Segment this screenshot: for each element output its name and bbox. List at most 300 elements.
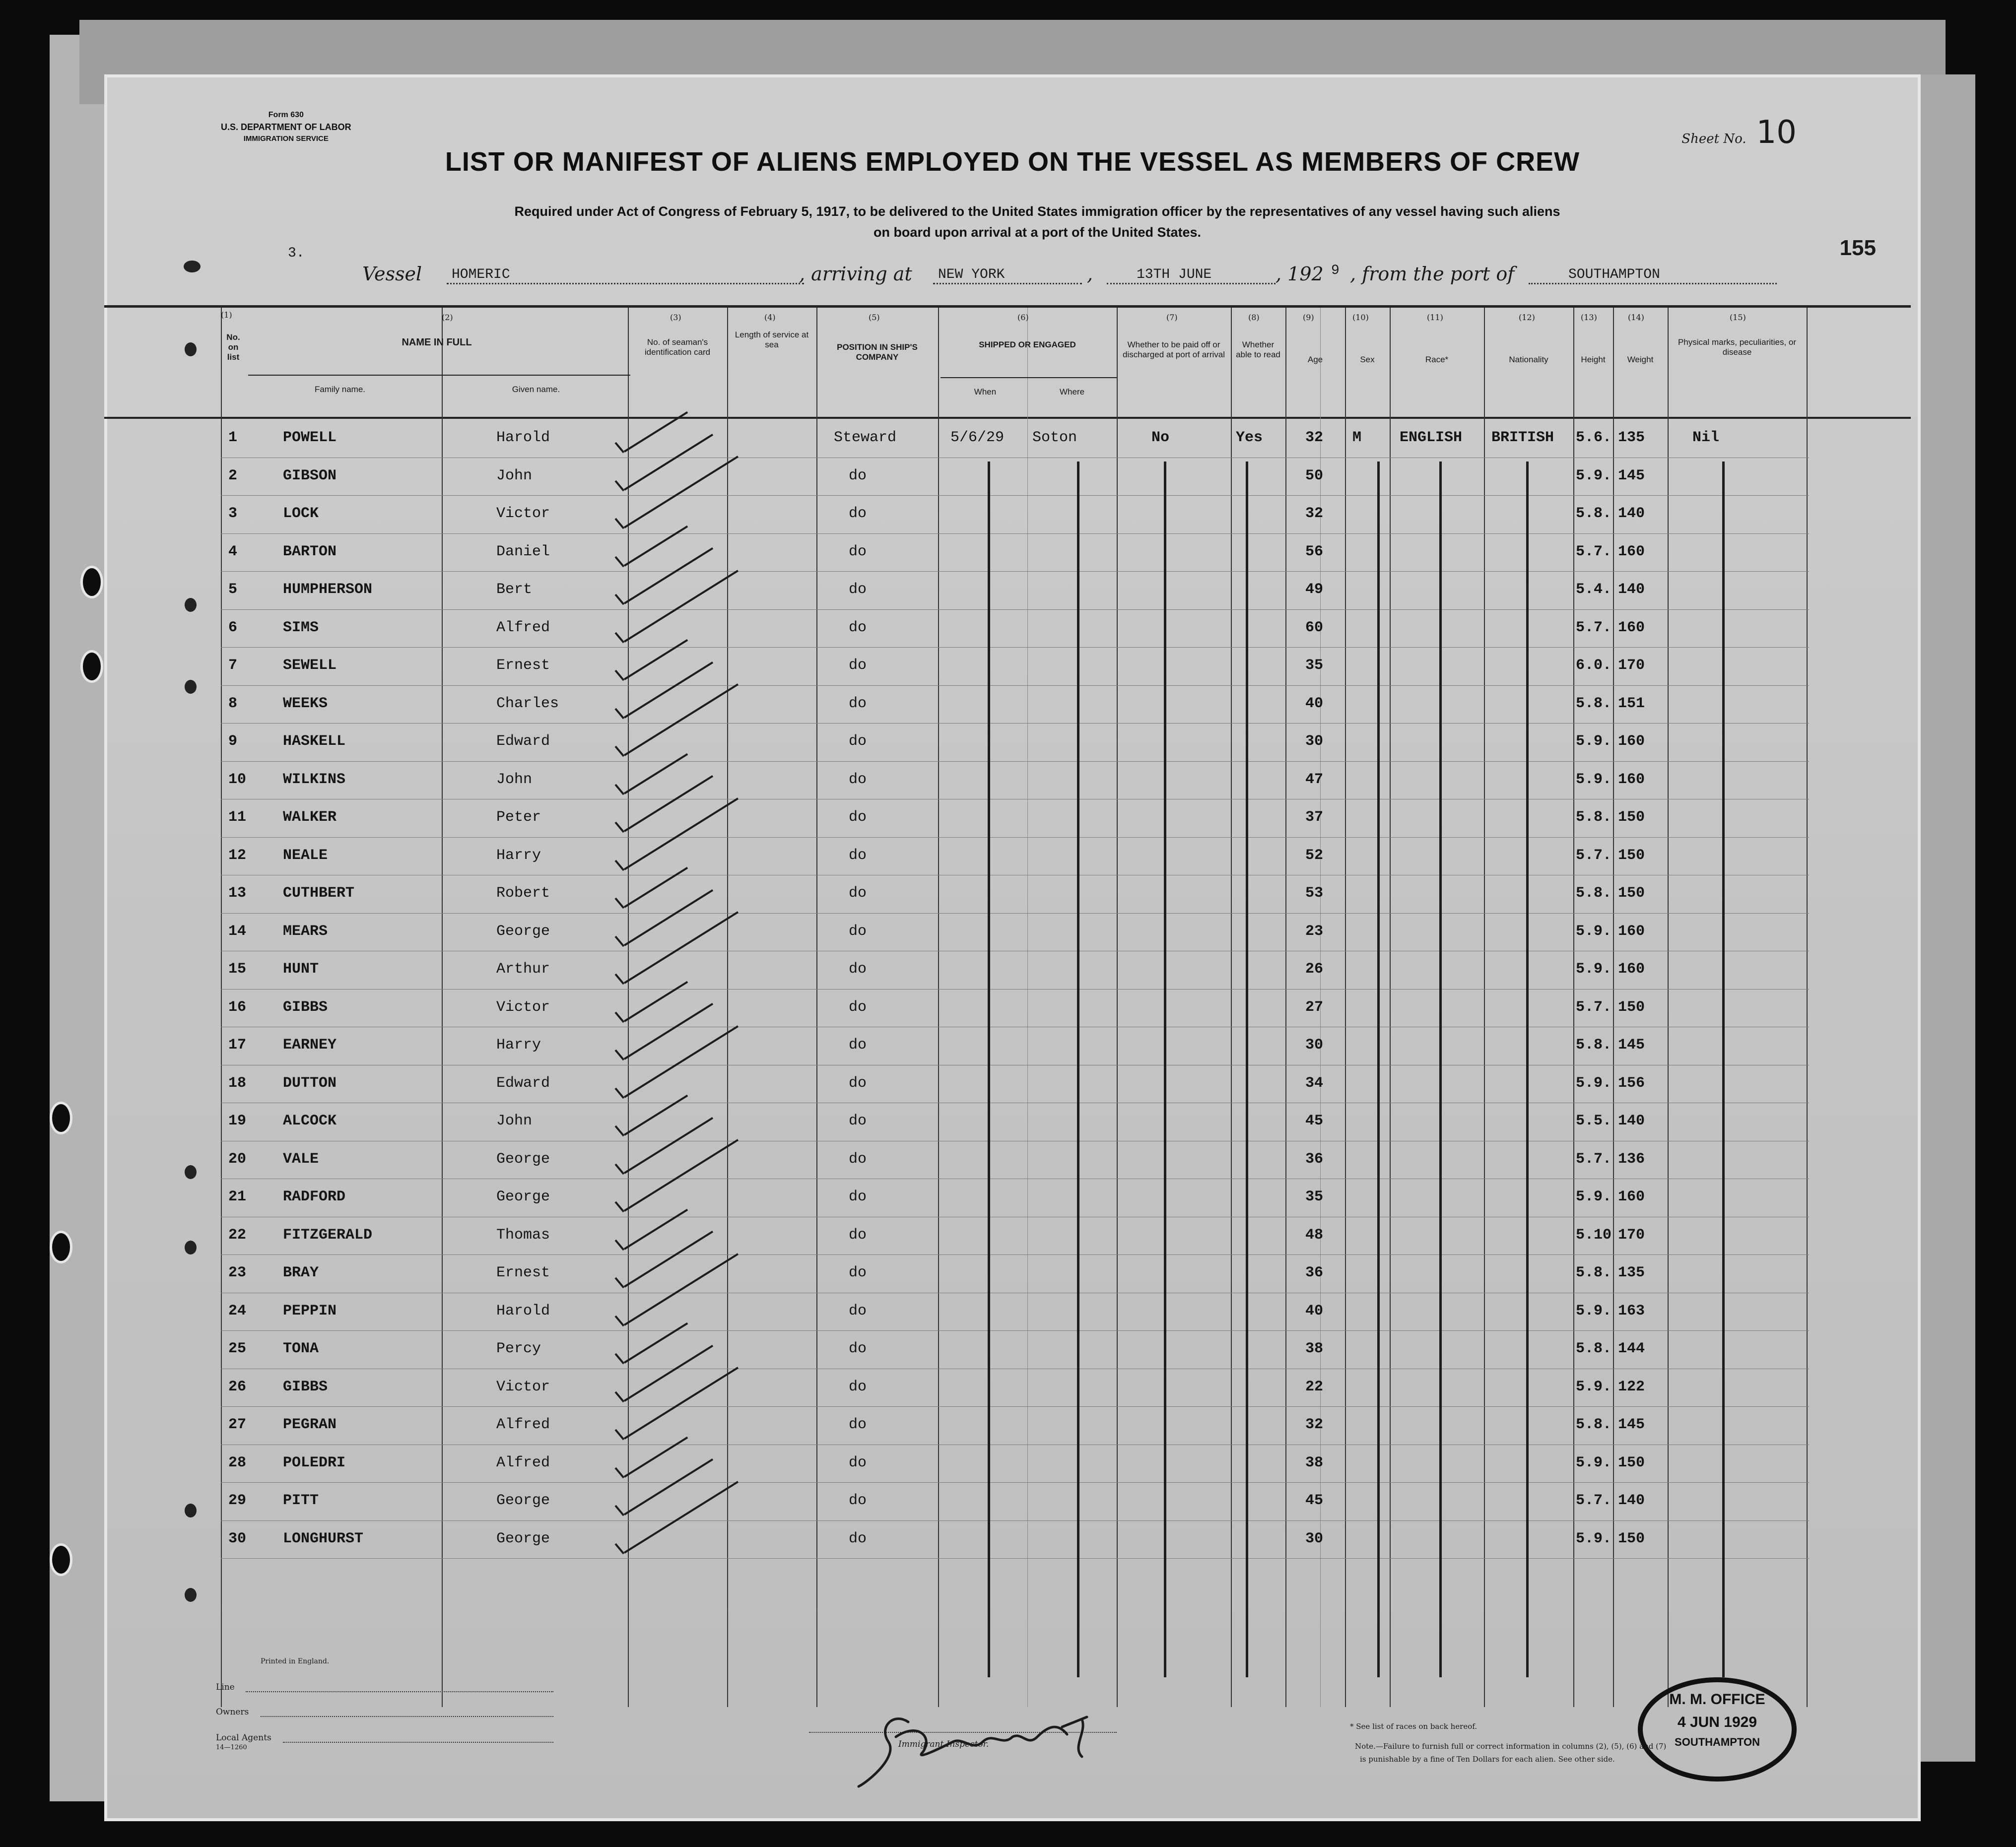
- age: 45: [1305, 1492, 1324, 1509]
- margin-dot: [185, 342, 197, 356]
- fine-note-line-1: Note.—Failure to furnish full or correct information in columns (2), (5), (6) and (7): [1355, 1742, 1667, 1751]
- stamp-top-text: M. M. OFFICE: [1669, 1691, 1765, 1708]
- col-header-when: When: [974, 387, 997, 396]
- check-mark: [624, 1208, 688, 1250]
- check-mark: [614, 1315, 624, 1326]
- position: do: [849, 1226, 867, 1244]
- ditto-mark-line: [1722, 462, 1725, 1677]
- row-rule: [221, 647, 1809, 648]
- row-number: 26: [228, 1378, 247, 1395]
- row-number: 16: [228, 998, 247, 1016]
- col-header-paid-off: Whether to be paid off or discharged at port of arrival: [1123, 340, 1225, 359]
- height: 5.7.: [1576, 998, 1612, 1016]
- col-num-13: (13): [1581, 313, 1597, 322]
- age: 56: [1305, 543, 1324, 560]
- given-name: Alfred: [496, 1454, 550, 1471]
- height: 5.8.: [1576, 1264, 1612, 1281]
- given-name: Harry: [496, 847, 541, 864]
- given-name: Daniel: [496, 543, 550, 560]
- page-title: LIST OR MANIFEST OF ALIENS EMPLOYED ON THE VESSEL AS MEMBERS OF CREW: [445, 147, 1580, 177]
- weight: 160: [1618, 923, 1645, 940]
- row-number: 6: [228, 619, 238, 636]
- col-num-8: (8): [1248, 313, 1260, 322]
- given-name: Harold: [496, 1302, 550, 1319]
- row-number: 1: [228, 429, 238, 446]
- family-name: POWELL: [283, 429, 337, 446]
- check-mark: [624, 570, 739, 642]
- family-name: GIBSON: [283, 467, 337, 484]
- given-name: George: [496, 1530, 550, 1547]
- weight: 160: [1618, 543, 1645, 560]
- arrival-date: 13TH JUNE: [1137, 267, 1212, 282]
- check-mark: [624, 911, 739, 984]
- col-header-physical-marks: Physical marks, peculiarities, or disease: [1678, 337, 1797, 357]
- row-number: 3: [228, 505, 238, 522]
- weight: 170: [1618, 657, 1645, 674]
- check-mark: [624, 639, 688, 680]
- height: 5.9.: [1576, 733, 1612, 750]
- family-name: WALKER: [283, 809, 337, 826]
- footer-agents-blank: [283, 1742, 553, 1743]
- age: 26: [1305, 961, 1324, 978]
- row-rule: [221, 1330, 1809, 1331]
- col-header-where: Where: [1059, 387, 1085, 396]
- position: Steward: [834, 429, 897, 446]
- punch-hole: [80, 566, 103, 598]
- check-mark: [614, 518, 624, 529]
- col-num-6: (6): [1017, 313, 1029, 322]
- given-name: John: [496, 1113, 533, 1129]
- col-divider: [1345, 308, 1346, 1707]
- height: 5.9.: [1576, 1188, 1612, 1205]
- row-rule: [221, 495, 1809, 496]
- given-name: Victor: [496, 505, 550, 522]
- list-number: 3.: [288, 246, 305, 261]
- col-num-10: (10): [1352, 313, 1369, 322]
- given-name: Victor: [496, 1378, 550, 1395]
- position: do: [849, 1378, 867, 1395]
- weight: 140: [1618, 581, 1645, 598]
- height: 5.8.: [1576, 885, 1612, 902]
- row-number: 25: [228, 1340, 247, 1357]
- col-header-race: Race*: [1425, 355, 1449, 364]
- subtitle-line-1: Required under Act of Congress of February 5, 1917, to be delivered to the United States immigration officer by the representatives of any vessel having such aliens: [514, 204, 1560, 219]
- printed-in-england: Printed in England.: [261, 1657, 330, 1665]
- row-number: 8: [228, 695, 238, 712]
- check-mark: [624, 1367, 739, 1439]
- position: do: [849, 1454, 867, 1471]
- col-header-nationality: Nationality: [1509, 355, 1548, 364]
- family-name: GIBBS: [283, 998, 328, 1016]
- given-name: Alfred: [496, 1416, 550, 1433]
- age: 40: [1305, 1302, 1324, 1319]
- age: 35: [1305, 1188, 1324, 1205]
- footer-line-blank: [246, 1691, 553, 1692]
- weight: 151: [1618, 695, 1645, 712]
- fine-note-line-2: is punishable by a fine of Ten Dollars for each alien. See other side.: [1360, 1755, 1615, 1764]
- weight: 135: [1618, 429, 1645, 446]
- height: 5.9.: [1576, 1530, 1612, 1547]
- position: do: [849, 467, 867, 484]
- family-name: PEPPIN: [283, 1302, 337, 1319]
- check-mark: [614, 670, 624, 681]
- family-name: NEALE: [283, 847, 328, 864]
- check-mark: [614, 442, 624, 453]
- age: 38: [1305, 1454, 1324, 1471]
- age: 36: [1305, 1150, 1324, 1168]
- vessel-label: Vessel: [362, 263, 422, 285]
- position: do: [849, 1074, 867, 1092]
- footer-code: 14—1260: [216, 1744, 247, 1751]
- height: 5.4.: [1576, 581, 1612, 598]
- height: 5.9.: [1576, 1378, 1612, 1395]
- col-divider: [938, 308, 939, 1707]
- ditto-mark-line: [1377, 462, 1380, 1677]
- height: 5.8.: [1576, 1340, 1612, 1357]
- margin-dot: [185, 1588, 197, 1602]
- age: 37: [1305, 809, 1324, 826]
- family-name: PITT: [283, 1492, 319, 1509]
- position: do: [849, 581, 867, 598]
- check-mark: [614, 859, 624, 870]
- age: 45: [1305, 1113, 1324, 1129]
- col-divider-faint: [1027, 308, 1028, 1707]
- age: 32: [1305, 505, 1324, 522]
- height: 5.7.: [1576, 619, 1612, 636]
- row-number: 5: [228, 581, 238, 598]
- shipped-when: 5/6/29: [950, 429, 1005, 446]
- position: do: [849, 695, 867, 712]
- height: 5.8.: [1576, 1037, 1612, 1054]
- check-mark: [614, 935, 624, 946]
- check-mark: [614, 708, 624, 719]
- col-header-id-card: No. of seaman's identification card: [644, 337, 711, 357]
- family-name: HASKELL: [283, 733, 346, 750]
- col-divider: [1231, 308, 1232, 1707]
- check-mark: [624, 1481, 739, 1553]
- back-sheet-right: [1916, 74, 1975, 1762]
- col-header-given: Given name.: [512, 385, 560, 394]
- weight: 150: [1618, 847, 1645, 864]
- given-name: John: [496, 467, 533, 484]
- family-name: LONGHURST: [283, 1530, 364, 1547]
- family-name: ALCOCK: [283, 1113, 337, 1129]
- position: do: [849, 998, 867, 1016]
- check-mark: [624, 1436, 688, 1477]
- table-top-rule: [104, 305, 1911, 308]
- form-number: Form 630: [268, 111, 304, 119]
- physical-marks: Nil: [1692, 429, 1720, 446]
- family-name: WILKINS: [283, 771, 346, 788]
- height: 5.7.: [1576, 1150, 1612, 1168]
- page-number: 155: [1839, 236, 1876, 260]
- family-name: LOCK: [283, 505, 319, 522]
- check-mark: [624, 1025, 739, 1098]
- height: 5.9.: [1576, 771, 1612, 788]
- height: 5.7.: [1576, 847, 1612, 864]
- family-name: HUNT: [283, 961, 319, 978]
- family-name: POLEDRI: [283, 1454, 346, 1471]
- col-header-age: Age: [1307, 355, 1323, 364]
- height: 5.8.: [1576, 505, 1612, 522]
- given-name: Ernest: [496, 1264, 550, 1281]
- row-number: 22: [228, 1226, 247, 1244]
- position: do: [849, 809, 867, 826]
- family-name: PEGRAN: [283, 1416, 337, 1433]
- position: do: [849, 1492, 867, 1509]
- check-mark: [614, 480, 624, 491]
- given-name: Robert: [496, 885, 550, 902]
- weight: 145: [1618, 1416, 1645, 1433]
- col-num-1: (1): [221, 310, 232, 320]
- given-name: Peter: [496, 809, 541, 826]
- weight: 160: [1618, 1188, 1645, 1205]
- family-name: GIBBS: [283, 1378, 328, 1395]
- col-divider: [727, 308, 728, 1707]
- check-mark: [614, 556, 624, 567]
- row-number: 11: [228, 809, 247, 826]
- col-divider: [1573, 308, 1574, 1707]
- row-number: 17: [228, 1037, 247, 1054]
- family-name: FITZGERALD: [283, 1226, 373, 1244]
- weight: 140: [1618, 1113, 1645, 1129]
- position: do: [849, 1530, 867, 1547]
- footer-agents-label: Local Agents: [216, 1733, 271, 1743]
- age: 35: [1305, 657, 1324, 674]
- col-header-sex: Sex: [1360, 355, 1375, 364]
- given-name: John: [496, 771, 533, 788]
- ditto-mark-line: [1164, 462, 1166, 1677]
- check-mark: [624, 1253, 739, 1325]
- department-name: U.S. DEPARTMENT OF LABOR: [221, 122, 351, 132]
- col-header-service: Length of service at sea: [735, 330, 809, 349]
- age: 36: [1305, 1264, 1324, 1281]
- check-mark: [624, 753, 688, 794]
- position: do: [849, 961, 867, 978]
- col-header-weight: Weight: [1627, 355, 1654, 364]
- row-number: 21: [228, 1188, 247, 1205]
- check-mark: [624, 1139, 739, 1211]
- height: 5.10: [1576, 1226, 1612, 1244]
- weight: 122: [1618, 1378, 1645, 1395]
- given-name: George: [496, 923, 550, 940]
- footer-owners-blank: [261, 1716, 553, 1717]
- height: 5.8.: [1576, 695, 1612, 712]
- position: do: [849, 885, 867, 902]
- race: ENGLISH: [1400, 429, 1463, 446]
- punch-hole: [50, 1231, 72, 1263]
- check-mark: [614, 1239, 624, 1250]
- weight: 160: [1618, 619, 1645, 636]
- given-name: George: [496, 1150, 550, 1168]
- weight: 144: [1618, 1340, 1645, 1357]
- sheet-label: Sheet No.: [1681, 132, 1747, 146]
- family-name: VALE: [283, 1150, 319, 1168]
- given-name: Edward: [496, 1074, 550, 1092]
- check-mark: [614, 594, 624, 605]
- weight: 156: [1618, 1074, 1645, 1092]
- age: 50: [1305, 467, 1324, 484]
- check-mark: [624, 981, 688, 1022]
- given-name: Harold: [496, 429, 550, 446]
- shipped-subheader-rule: [941, 377, 1117, 378]
- given-name: Charles: [496, 695, 559, 712]
- margin-dot: [185, 680, 197, 694]
- weight: 150: [1618, 809, 1645, 826]
- col-divider: [816, 308, 817, 1707]
- check-mark: [624, 456, 739, 528]
- height: 5.9.: [1576, 961, 1612, 978]
- col-header-no: No. on list: [226, 332, 240, 362]
- col-num-7: (7): [1166, 313, 1178, 322]
- col-divider: [221, 308, 222, 1707]
- position: do: [849, 1150, 867, 1168]
- age: 48: [1305, 1226, 1324, 1244]
- row-number: 29: [228, 1492, 247, 1509]
- family-name: MEARS: [283, 923, 328, 940]
- row-rule: [221, 1482, 1809, 1483]
- row-rule: [221, 1558, 1809, 1559]
- ditto-mark-line: [1526, 462, 1529, 1677]
- given-name: Edward: [496, 733, 550, 750]
- check-mark: [614, 1087, 624, 1098]
- position: do: [849, 1264, 867, 1281]
- arriving-label: , arriving at: [799, 263, 912, 285]
- age: 53: [1305, 885, 1324, 902]
- weight: 145: [1618, 1037, 1645, 1054]
- nationality: BRITISH: [1491, 429, 1554, 446]
- family-name: EARNEY: [283, 1037, 337, 1054]
- punch-hole: [50, 1102, 72, 1134]
- punch-hole: [50, 1543, 72, 1576]
- given-name: Bert: [496, 581, 533, 598]
- check-mark: [614, 1201, 624, 1212]
- weight: 140: [1618, 1492, 1645, 1509]
- family-name: HUMPHERSON: [283, 581, 373, 598]
- check-mark: [624, 867, 688, 908]
- given-name: Victor: [496, 998, 550, 1016]
- position: do: [849, 733, 867, 750]
- col-header-position: POSITION IN SHIP'S COMPANY: [837, 342, 918, 362]
- office-stamp: [1638, 1677, 1797, 1781]
- check-mark: [614, 1543, 624, 1554]
- col-divider: [628, 308, 629, 1707]
- row-number: 14: [228, 923, 247, 940]
- age: 47: [1305, 771, 1324, 788]
- vessel-name: HOMERIC: [452, 267, 510, 282]
- age: 23: [1305, 923, 1324, 940]
- height: 5.7.: [1576, 1492, 1612, 1509]
- row-rule: [221, 913, 1809, 914]
- height: 5.5.: [1576, 1113, 1612, 1129]
- row-rule: [221, 609, 1809, 610]
- col-num-3: (3): [670, 313, 681, 322]
- check-mark: [614, 974, 624, 985]
- age: 30: [1305, 1037, 1324, 1054]
- family-name: SEWELL: [283, 657, 337, 674]
- col-divider: [1285, 308, 1286, 1707]
- age: 27: [1305, 998, 1324, 1016]
- row-number: 4: [228, 543, 238, 560]
- height: 5.9.: [1576, 1302, 1612, 1319]
- height: 5.7.: [1576, 543, 1612, 560]
- family-name: BARTON: [283, 543, 337, 560]
- col-divider: [1613, 308, 1614, 1707]
- position: do: [849, 847, 867, 864]
- age: 22: [1305, 1378, 1324, 1395]
- family-name: TONA: [283, 1340, 319, 1357]
- footer-owners-label: Owners: [216, 1707, 249, 1717]
- position: do: [849, 619, 867, 636]
- col-num-12: (12): [1519, 313, 1535, 322]
- family-name: SIMS: [283, 619, 319, 636]
- given-name: Arthur: [496, 961, 550, 978]
- height: 6.0.: [1576, 657, 1612, 674]
- row-rule: [221, 723, 1809, 724]
- col-num-15: (15): [1730, 313, 1746, 322]
- age: 49: [1305, 581, 1324, 598]
- arrival-port: NEW YORK: [938, 267, 1005, 282]
- weight: 170: [1618, 1226, 1645, 1244]
- row-rule: [221, 1406, 1809, 1407]
- given-name: Alfred: [496, 619, 550, 636]
- given-name: Percy: [496, 1340, 541, 1357]
- age: 38: [1305, 1340, 1324, 1357]
- check-mark: [614, 1505, 624, 1516]
- height: 5.9.: [1576, 1454, 1612, 1471]
- col-header-shipped: SHIPPED OR ENGAGED: [979, 340, 1076, 349]
- row-rule: [221, 533, 1809, 534]
- row-number: 20: [228, 1150, 247, 1168]
- weight: 136: [1618, 1150, 1645, 1168]
- row-number: 12: [228, 847, 247, 864]
- row-number: 13: [228, 885, 247, 902]
- margin-dot: [185, 1241, 197, 1254]
- row-number: 9: [228, 733, 238, 750]
- col-num-14: (14): [1628, 313, 1644, 322]
- weight: 160: [1618, 961, 1645, 978]
- margin-dot: [184, 261, 201, 272]
- position: do: [849, 1113, 867, 1129]
- header-bottom-rule: [104, 417, 1911, 419]
- check-mark: [614, 1163, 624, 1174]
- col-num-11: (11): [1427, 313, 1443, 322]
- position: do: [849, 1416, 867, 1433]
- weight: 145: [1618, 467, 1645, 484]
- weight: 135: [1618, 1264, 1645, 1281]
- given-name: Ernest: [496, 657, 550, 674]
- age: 30: [1305, 733, 1324, 750]
- manifest-sheet: [104, 74, 1921, 1821]
- weight: 160: [1618, 733, 1645, 750]
- col-header-name: NAME IN FULL: [402, 337, 472, 348]
- col-divider: [1807, 308, 1808, 1707]
- given-name: George: [496, 1188, 550, 1205]
- age: 34: [1305, 1074, 1324, 1092]
- family-name: DUTTON: [283, 1074, 337, 1092]
- col-header-height: Height: [1581, 355, 1606, 364]
- age: 60: [1305, 619, 1324, 636]
- col-divider: [1390, 308, 1391, 1707]
- col-num-5: (5): [869, 313, 880, 322]
- family-name: CUTHBERT: [283, 885, 355, 902]
- ditto-mark-line: [1077, 462, 1079, 1677]
- age: 30: [1305, 1530, 1324, 1547]
- row-number: 15: [228, 961, 247, 978]
- row-rule: [221, 571, 1809, 572]
- check-mark: [614, 1125, 624, 1136]
- row-number: 10: [228, 771, 247, 788]
